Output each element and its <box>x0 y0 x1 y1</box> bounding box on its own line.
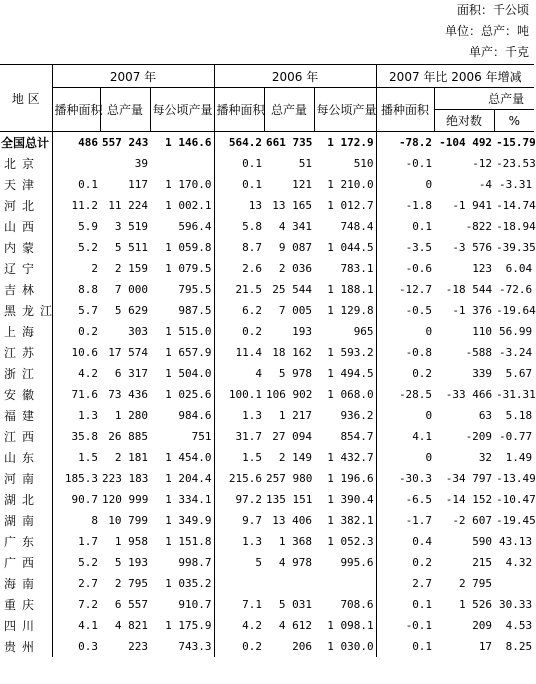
table-row <box>0 405 534 426</box>
cell-output-change-absolute: 123 <box>472 262 493 275</box>
cell-yield-2007: 596.4 <box>178 220 212 233</box>
table-row <box>0 573 534 594</box>
unit-output: 单位：总产：吨 <box>444 24 529 38</box>
cell-output-change-percent: -18.94 <box>496 220 536 233</box>
cell-output-change-percent: 6.04 <box>505 262 533 275</box>
cell-sown-area-2007: 486 <box>52 132 100 154</box>
cell-yield-2006: 1 044.5 <box>327 241 374 254</box>
header-output-2006: 总产量 <box>264 88 314 132</box>
cell-yield-2007: 1 079.5 <box>165 262 212 275</box>
cell-output-change-percent: -3.31 <box>498 178 533 191</box>
header-change: 2007 年比 2006 年增减 <box>376 65 534 88</box>
cell-yield-2007: 1 334.1 <box>165 493 212 506</box>
cell-sown-area-2006: 1.5 <box>214 447 264 468</box>
cell-sown-area-2006: 564.2 <box>214 132 264 154</box>
cell-yield-2006: 1 068.0 <box>327 388 374 401</box>
cell-region: 浙江 <box>4 367 41 381</box>
cell-sown-area-change: 0 <box>376 405 434 426</box>
cell-sown-area-2006: 215.6 <box>214 468 264 489</box>
cell-sown-area-2006: 8.7 <box>214 237 264 258</box>
cell-region: 海南 <box>4 577 41 591</box>
cell-output-2007: 303 <box>128 325 148 338</box>
cell-output-change-percent: -3.24 <box>498 346 533 359</box>
cell-region: 上海 <box>4 325 41 339</box>
cell-output-change-absolute: -33 466 <box>445 388 493 401</box>
cell-yield-2006: 1 382.1 <box>327 514 374 527</box>
cell-sown-area-2006: 2.6 <box>214 258 264 279</box>
cell-sown-area-2007: 10.6 <box>52 342 100 363</box>
table-row <box>0 195 534 216</box>
cell-output-change-absolute: -34 797 <box>445 472 493 485</box>
cell-output-change-percent: -13.49 <box>496 472 536 485</box>
cell-yield-2006: 1 172.9 <box>327 136 374 149</box>
cell-output-change-absolute: 209 <box>472 619 493 632</box>
cell-sown-area-change: 2.7 <box>376 573 434 594</box>
cell-sown-area-change: 0 <box>376 447 434 468</box>
cell-region: 黑龙江 <box>4 304 59 318</box>
cell-sown-area-change: -6.5 <box>376 489 434 510</box>
cell-output-2006: 4 612 <box>278 619 313 632</box>
cell-yield-2007: 1 059.8 <box>165 241 212 254</box>
cell-sown-area-change: 0.1 <box>376 594 434 615</box>
cell-output-change-absolute: 63 <box>478 409 493 422</box>
cell-sown-area-2006: 100.1 <box>214 384 264 405</box>
cell-output-2007: 223 183 <box>102 472 149 485</box>
cell-sown-area-change: -1.8 <box>376 195 434 216</box>
header-region: 地 区 <box>0 65 52 132</box>
cell-output-change-absolute: 32 <box>478 451 493 464</box>
cell-output-2006: 25 544 <box>272 283 313 296</box>
cell-yield-2007: 984.6 <box>178 409 212 422</box>
cell-sown-area-2007: 8 <box>52 510 100 531</box>
cell-sown-area-2007: 1.3 <box>52 405 100 426</box>
cell-yield-2006: 1 196.6 <box>327 472 374 485</box>
table-row <box>0 426 534 447</box>
cell-yield-2007: 1 204.4 <box>165 472 212 485</box>
cell-sown-area-2007: 35.8 <box>52 426 100 447</box>
cell-region: 山西 <box>4 220 41 234</box>
cell-sown-area-2007: 2 <box>52 258 100 279</box>
cell-sown-area-2006: 0.2 <box>214 636 264 657</box>
cell-output-2006: 5 978 <box>278 367 313 380</box>
cell-yield-2006: 783.1 <box>340 262 374 275</box>
cell-yield-2007: 1 002.1 <box>165 199 212 212</box>
cell-output-2006: 661 735 <box>266 136 313 149</box>
cell-sown-area-change: -30.3 <box>376 468 434 489</box>
cell-sown-area-change: -28.5 <box>376 384 434 405</box>
table-row <box>0 300 534 321</box>
cell-sown-area-2006: 13 <box>214 195 264 216</box>
cell-sown-area-2006: 4.2 <box>214 615 264 636</box>
data-table <box>0 64 534 657</box>
cell-yield-2006: 708.6 <box>340 598 374 611</box>
cell-region: 贵州 <box>4 640 41 654</box>
cell-sown-area-2007: 5.7 <box>52 300 100 321</box>
cell-output-change-absolute: -1 376 <box>452 304 493 317</box>
cell-yield-2007 <box>150 153 214 174</box>
header-output-change: 总产量 <box>434 88 534 110</box>
cell-output-2006: 193 <box>292 325 313 338</box>
cell-region: 北京 <box>4 157 41 171</box>
cell-output-2006: 13 406 <box>272 514 313 527</box>
cell-output-change-absolute: -822 <box>465 220 493 233</box>
cell-yield-2006: 1 098.1 <box>327 619 374 632</box>
cell-output-2007: 1 958 <box>114 535 148 548</box>
cell-output-2007: 6 317 <box>114 367 148 380</box>
header-percent: % <box>494 110 534 132</box>
cell-sown-area-2006: 97.2 <box>214 489 264 510</box>
cell-sown-area-2007: 7.2 <box>52 594 100 615</box>
cell-sown-area-change: -0.1 <box>376 153 434 174</box>
cell-sown-area-2007: 8.8 <box>52 279 100 300</box>
table-row <box>0 321 534 342</box>
header-2006: 2006 年 <box>214 65 376 88</box>
cell-sown-area-2007: 1.7 <box>52 531 100 552</box>
cell-output-change-percent: -19.64 <box>496 304 536 317</box>
cell-sown-area-2006: 31.7 <box>214 426 264 447</box>
cell-sown-area-2006: 0.1 <box>214 174 264 195</box>
table-row <box>0 363 534 384</box>
table-row <box>0 342 534 363</box>
cell-sown-area-2007: 0.1 <box>52 174 100 195</box>
cell-sown-area-change: -0.8 <box>376 342 434 363</box>
cell-yield-2006: 854.7 <box>340 430 374 443</box>
cell-output-change-absolute: -2 607 <box>452 514 493 527</box>
cell-output-2007: 10 799 <box>108 514 148 527</box>
cell-yield-2006: 1 188.1 <box>327 283 374 296</box>
cell-output-change-percent: -23.53 <box>496 157 536 170</box>
cell-yield-2006: 1 494.5 <box>327 367 374 380</box>
cell-sown-area-2006: 6.2 <box>214 300 264 321</box>
cell-output-change-percent: -14.74 <box>496 199 536 212</box>
cell-yield-2006: 995.6 <box>340 556 374 569</box>
cell-yield-2007: 1 146.6 <box>165 136 212 149</box>
cell-sown-area-change: 0 <box>376 174 434 195</box>
cell-yield-2006: 1 432.7 <box>327 451 374 464</box>
cell-output-2007: 2 181 <box>114 451 148 464</box>
cell-output-change-percent: -0.77 <box>498 430 533 443</box>
cell-output-2006: 4 341 <box>278 220 313 233</box>
cell-yield-2007: 795.5 <box>178 283 212 296</box>
cell-yield-2007: 998.7 <box>178 556 212 569</box>
cell-region: 重庆 <box>4 598 41 612</box>
unit-yield: 单产：千克 <box>468 45 529 59</box>
table-row <box>0 384 534 405</box>
table-row <box>0 594 534 615</box>
table-row <box>0 489 534 510</box>
cell-yield-2006: 936.2 <box>340 409 374 422</box>
cell-output-change-absolute: 110 <box>472 325 493 338</box>
cell-output-2007: 17 574 <box>108 346 148 359</box>
cell-output-change-absolute: 590 <box>472 535 493 548</box>
cell-output-2006 <box>264 573 314 594</box>
cell-yield-2007: 1 025.6 <box>165 388 212 401</box>
cell-region: 吉林 <box>4 283 41 297</box>
cell-output-change-percent: 5.18 <box>505 409 533 422</box>
cell-output-2007: 117 <box>128 178 148 191</box>
cell-output-2006: 51 <box>298 157 313 170</box>
cell-sown-area-change: 0.1 <box>376 216 434 237</box>
cell-sown-area-2007: 5.2 <box>52 237 100 258</box>
cell-yield-2007: 1 515.0 <box>165 325 212 338</box>
cell-output-2006: 18 162 <box>272 346 313 359</box>
cell-output-2006: 13 165 <box>272 199 313 212</box>
cell-region: 天津 <box>4 178 41 192</box>
cell-yield-2007: 1 175.9 <box>165 619 212 632</box>
cell-output-change-absolute: -1 941 <box>452 199 493 212</box>
cell-output-2006: 257 980 <box>266 472 313 485</box>
cell-region: 安徽 <box>4 388 41 402</box>
cell-sown-area-2006: 4 <box>214 363 264 384</box>
cell-yield-2007: 1 170.0 <box>165 178 212 191</box>
cell-output-2007: 5 193 <box>114 556 148 569</box>
cell-output-change-percent: 56.99 <box>498 325 533 338</box>
cell-yield-2006: 1 210.0 <box>327 178 374 191</box>
cell-output-2006: 106 902 <box>266 388 313 401</box>
cell-output-change-absolute: 2 795 <box>458 577 493 590</box>
table-row <box>0 510 534 531</box>
cell-sown-area-change: -12.7 <box>376 279 434 300</box>
cell-sown-area-2007: 1.5 <box>52 447 100 468</box>
cell-region: 湖南 <box>4 514 41 528</box>
cell-yield-2007: 751 <box>191 430 212 443</box>
cell-sown-area-change: 0.2 <box>376 552 434 573</box>
cell-output-2007: 2 795 <box>114 577 148 590</box>
cell-yield-2007: 1 504.0 <box>165 367 212 380</box>
cell-yield-2006: 1 012.7 <box>327 199 374 212</box>
cell-region: 河南 <box>4 472 41 486</box>
cell-sown-area-change: 0 <box>376 321 434 342</box>
cell-sown-area-change: -0.1 <box>376 615 434 636</box>
cell-yield-2006: 965 <box>353 325 374 338</box>
table-row <box>0 279 534 300</box>
header-absolute: 绝对数 <box>434 110 494 132</box>
cell-yield-2006: 1 129.8 <box>327 304 374 317</box>
cell-sown-area-2007: 11.2 <box>52 195 100 216</box>
cell-sown-area-2007 <box>52 153 100 174</box>
cell-yield-2007: 987.5 <box>178 304 212 317</box>
cell-sown-area-2007: 185.3 <box>52 468 100 489</box>
cell-output-change-absolute: -3 576 <box>452 241 493 254</box>
cell-sown-area-2007: 4.1 <box>52 615 100 636</box>
cell-sown-area-2007: 90.7 <box>52 489 100 510</box>
table-row <box>0 468 534 489</box>
cell-yield-2006: 1 390.4 <box>327 493 374 506</box>
cell-region: 江苏 <box>4 346 41 360</box>
cell-sown-area-change: -0.6 <box>376 258 434 279</box>
cell-output-change-absolute: 215 <box>472 556 493 569</box>
cell-output-change-absolute: -12 <box>472 157 493 170</box>
cell-output-change-percent: 5.67 <box>505 367 533 380</box>
cell-sown-area-2007: 5.9 <box>52 216 100 237</box>
cell-output-2006: 1 217 <box>278 409 313 422</box>
cell-output-change-absolute: -4 <box>478 178 493 191</box>
cell-output-change-percent: -15.79 <box>496 136 536 149</box>
cell-yield-2006: 748.4 <box>340 220 374 233</box>
header-yield-2006: 每公顷产量 <box>314 88 376 132</box>
cell-yield-2006: 1 052.3 <box>327 535 374 548</box>
header-sown-area-change: 播种面积 <box>376 88 434 132</box>
cell-output-change-absolute: -104 492 <box>439 136 493 149</box>
cell-output-2007: 1 280 <box>114 409 148 422</box>
table-row <box>0 447 534 468</box>
table-row <box>0 216 534 237</box>
cell-sown-area-2007: 5.2 <box>52 552 100 573</box>
table-row <box>0 237 534 258</box>
cell-yield-2006 <box>314 573 376 594</box>
cell-output-change-absolute: 1 526 <box>458 598 493 611</box>
cell-yield-2007: 1 151.8 <box>165 535 212 548</box>
cell-output-2007: 5 511 <box>114 241 148 254</box>
cell-yield-2007: 1 035.2 <box>165 577 212 590</box>
cell-sown-area-change: 0.2 <box>376 363 434 384</box>
cell-sown-area-2007: 2.7 <box>52 573 100 594</box>
cell-region: 山东 <box>4 451 41 465</box>
cell-output-2007: 223 <box>128 640 148 653</box>
unit-area: 面积：千公顷 <box>456 3 529 17</box>
cell-sown-area-2006 <box>214 573 264 594</box>
cell-output-change-percent: -31.31 <box>496 388 536 401</box>
cell-region: 广西 <box>4 556 41 570</box>
cell-output-change-percent: -39.35 <box>496 241 536 254</box>
table-row-total <box>0 132 534 154</box>
cell-region: 辽宁 <box>4 262 41 276</box>
cell-sown-area-2006: 21.5 <box>214 279 264 300</box>
cell-output-change-absolute: -209 <box>465 430 493 443</box>
cell-output-2007: 7 000 <box>114 283 148 296</box>
header-2007: 2007 年 <box>52 65 214 88</box>
cell-sown-area-2007: 0.3 <box>52 636 100 657</box>
cell-sown-area-change: -3.5 <box>376 237 434 258</box>
table-row <box>0 636 534 657</box>
cell-region: 四川 <box>4 619 41 633</box>
cell-output-2006: 7 005 <box>278 304 313 317</box>
table-row <box>0 258 534 279</box>
cell-region: 内蒙 <box>4 241 41 255</box>
cell-region: 福建 <box>4 409 41 423</box>
cell-output-2006: 2 149 <box>278 451 313 464</box>
cell-sown-area-change: 4.1 <box>376 426 434 447</box>
cell-yield-2007: 910.7 <box>178 598 212 611</box>
cell-output-change-percent: -19.45 <box>496 514 536 527</box>
cell-output-2007: 3 519 <box>114 220 148 233</box>
cell-output-2007: 120 999 <box>102 493 149 506</box>
cell-output-2007: 6 557 <box>114 598 148 611</box>
cell-sown-area-2007: 4.2 <box>52 363 100 384</box>
cell-region: 河北 <box>4 199 41 213</box>
cell-yield-2007: 743.3 <box>178 640 212 653</box>
cell-yield-2007: 1 657.9 <box>165 346 212 359</box>
cell-output-2007: 39 <box>134 157 148 170</box>
cell-output-2007: 557 243 <box>102 136 149 149</box>
table-body <box>0 132 534 658</box>
cell-sown-area-change: -78.2 <box>376 132 434 154</box>
cell-output-2006: 5 031 <box>278 598 313 611</box>
cell-sown-area-change: 0.1 <box>376 636 434 657</box>
cell-sown-area-2006: 5 <box>214 552 264 573</box>
cell-output-change-percent: -10.47 <box>496 493 536 506</box>
cell-sown-area-change: 0.4 <box>376 531 434 552</box>
cell-output-2006: 9 087 <box>278 241 313 254</box>
cell-output-2007: 5 629 <box>114 304 148 317</box>
cell-sown-area-2006: 9.7 <box>214 510 264 531</box>
cell-output-change-percent: 30.33 <box>498 598 533 611</box>
cell-output-2006: 2 036 <box>278 262 313 275</box>
table-row <box>0 153 534 174</box>
cell-sown-area-2006: 1.3 <box>214 531 264 552</box>
table-row <box>0 552 534 573</box>
cell-sown-area-change: -1.7 <box>376 510 434 531</box>
cell-yield-2006: 510 <box>353 157 374 170</box>
header-sown-area-2006: 播种面积 <box>214 88 264 132</box>
cell-output-change-absolute: -18 544 <box>445 283 493 296</box>
cell-output-2006: 206 <box>292 640 313 653</box>
cell-output-change-percent: 4.32 <box>505 556 533 569</box>
cell-sown-area-change: -0.5 <box>376 300 434 321</box>
header-output-2007: 总产量 <box>100 88 150 132</box>
cell-output-change-percent: 4.53 <box>505 619 533 632</box>
cell-output-2006: 4 978 <box>278 556 313 569</box>
cell-output-change-absolute: 17 <box>478 640 493 653</box>
cell-sown-area-2007: 71.6 <box>52 384 100 405</box>
cell-region: 全国总计 <box>1 136 50 150</box>
cell-output-2006: 121 <box>292 178 313 191</box>
cell-sown-area-2006: 0.2 <box>214 321 264 342</box>
cell-output-change-absolute: 339 <box>472 367 493 380</box>
cell-output-2007: 2 159 <box>114 262 148 275</box>
cell-output-change-percent: 1.49 <box>505 451 533 464</box>
cell-output-change-percent: 8.25 <box>505 640 533 653</box>
cell-output-change-absolute: -588 <box>465 346 493 359</box>
cell-yield-2007: 1 454.0 <box>165 451 212 464</box>
cell-output-change-percent <box>494 573 534 594</box>
cell-output-2007: 4 821 <box>114 619 148 632</box>
cell-sown-area-2006: 7.1 <box>214 594 264 615</box>
cell-yield-2006: 1 030.0 <box>327 640 374 653</box>
cell-output-change-percent: 43.13 <box>498 535 533 548</box>
cell-yield-2006: 1 593.2 <box>327 346 374 359</box>
cell-output-2006: 27 094 <box>272 430 313 443</box>
cell-sown-area-2006: 1.3 <box>214 405 264 426</box>
table-row <box>0 615 534 636</box>
cell-output-2006: 135 151 <box>266 493 313 506</box>
cell-region: 江西 <box>4 430 41 444</box>
cell-yield-2007: 1 349.9 <box>165 514 212 527</box>
cell-region: 湖北 <box>4 493 41 507</box>
table-row <box>0 531 534 552</box>
cell-sown-area-2006: 11.4 <box>214 342 264 363</box>
table-row <box>0 174 534 195</box>
cell-sown-area-2006: 0.1 <box>214 153 264 174</box>
cell-output-2007: 11 224 <box>108 199 148 212</box>
header-sown-area-2007: 播种面积 <box>52 88 100 132</box>
cell-sown-area-2007: 0.2 <box>52 321 100 342</box>
header-yield-2007: 每公顷产量 <box>150 88 214 132</box>
cell-sown-area-2006: 5.8 <box>214 216 264 237</box>
cell-output-2006: 1 368 <box>278 535 313 548</box>
cell-output-2007: 73 436 <box>108 388 148 401</box>
cell-output-change-absolute: -14 152 <box>445 493 493 506</box>
cell-output-change-percent: -72.6 <box>498 283 533 296</box>
cell-region: 广东 <box>4 535 41 549</box>
cell-output-2007: 26 885 <box>108 430 148 443</box>
